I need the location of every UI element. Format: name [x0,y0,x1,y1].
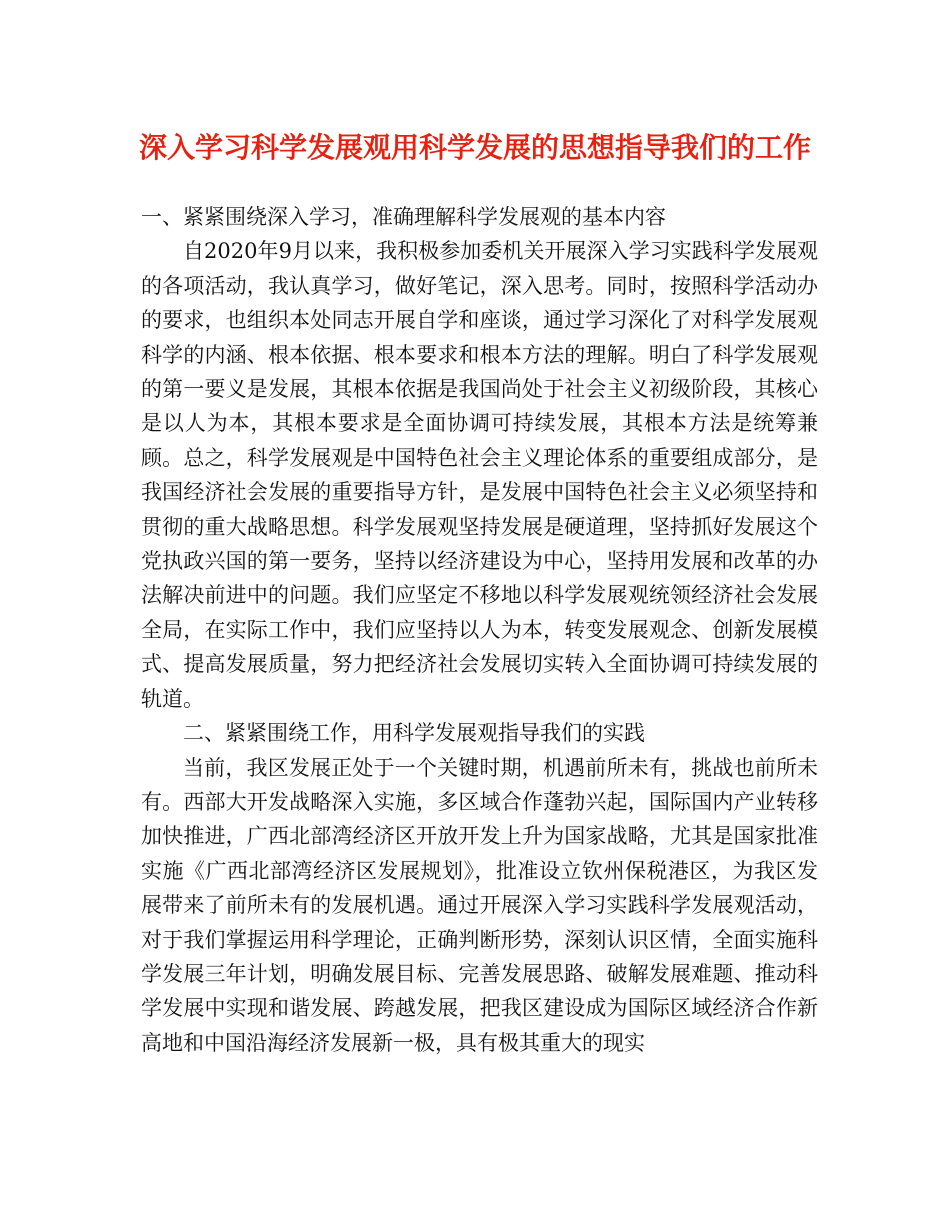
document-title: 深入学习科学发展观用科学发展的思想指导我们的工作 [138,131,811,164]
paragraph-1: 自2020年9月以来，我积极参加委机关开展深入学习实践科学发展观的各项活动，我认真学习，做好笔记，深入思考。同时，按照科学活动办的要求，也组织本处同志开展自学和座谈，通过学习深化了对科学发展观科学的内涵、根本依据、根本要求和根本方法的理解。明白了科学发展观的第一要义是发展，其根本依据是我国尚处于社会主义初级阶段，其核心是以人为本，其根本要求是全面协调可持续发展，其根本方法是统筹兼顾。总之，科学发展观是中国特色社会主义理论体系的重要组成部分，是我国经济社会发展的重要指导方针，是发展中国特色社会主义必须坚持和贯彻的重大战略思想。科学发展观坚持发展是硬道理，坚持抓好发展这个党执政兴国的第一要务，坚持以经济建设为中心，坚持用发展和改革的办法解决前进中的问题。我们应坚定不移地以科学发展观统领经济社会发展全局，在实际工作中，我们应坚持以人为本，转变发展观念、创新发展模式、提高发展质量，努力把经济社会发展切实转入全面协调可持续发展的轨道。 [141,239,818,711]
section-2-heading: 二、紧紧围绕工作，用科学发展观指导我们的实践 [183,721,645,746]
paragraph-2: 当前，我区发展正处于一个关键时期，机遇前所未有，挑战也前所未有。西部大开发战略深入实施，多区域合作蓬勃兴起，国际国内产业转移加快推进，广西北部湾经济区开放开发上升为国家战略，尤其是国家批准实施《广西北部湾经济区发展规划》，批准设立钦州保税港区，为我区发展带来了前所未有的发展机遇。通过开展深入学习实践科学发展观活动，对于我们掌握运用科学理论，正确判断形势，深刻认识区情，全面实施科学发展三年计划，明确发展目标、完善发展思路、破解发展难题、推动科学发展中实现和谐发展、跨越发展，把我区建设成为国际区域经济合作新高地和中国沿海经济发展新一极，具有极其重大的现实 [141,755,818,1055]
section-1-heading: 一、紧紧围绕深入学习，准确理解科学发展观的基本内容 [141,205,666,229]
document-body [141,200,818,1060]
